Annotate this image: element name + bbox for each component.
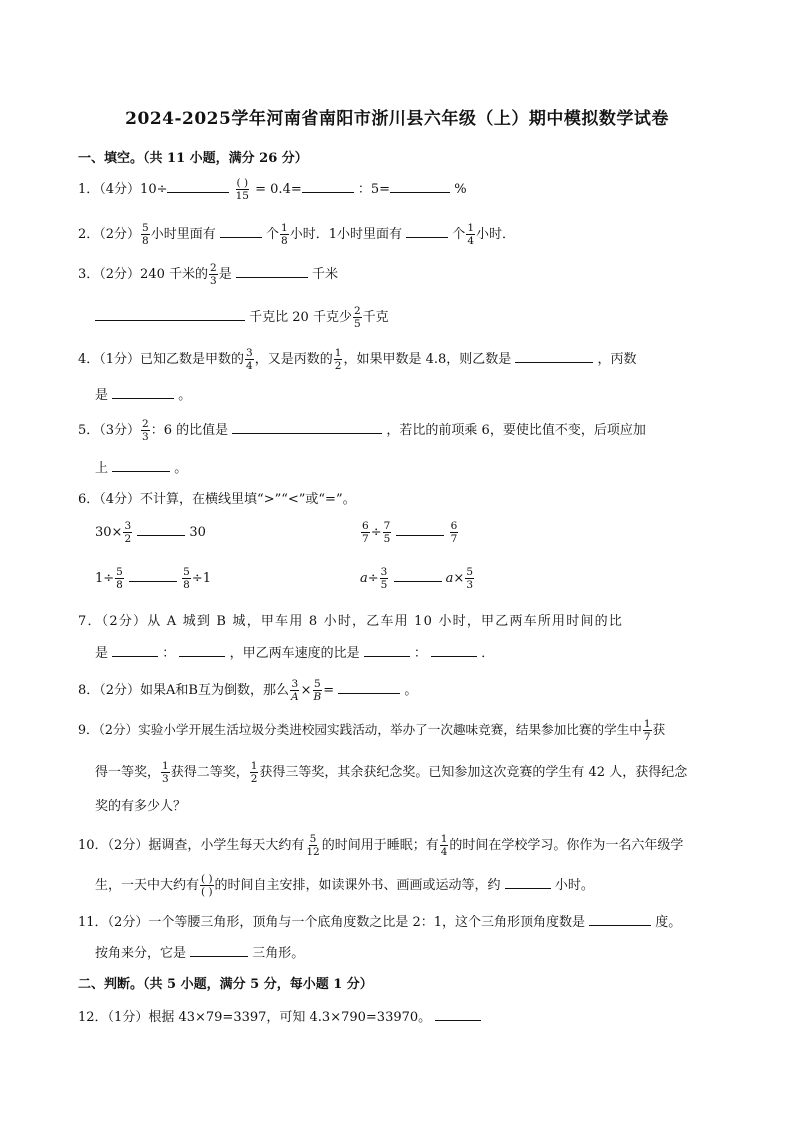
q4-f2-den: 2 <box>334 360 342 372</box>
q6b-den1: 7 <box>362 533 369 545</box>
question-5-line-1 <box>78 418 646 443</box>
q11-line1-b: 度。 <box>655 915 682 930</box>
q6c-num1: 5 <box>116 566 123 578</box>
q6b-num1: 6 <box>362 520 369 532</box>
q6-compare-a <box>95 520 206 545</box>
question-3-line-1 <box>78 262 338 287</box>
q10-line2-b: 的时间自主安排，如读课外书、画画或运动等，约 <box>214 878 501 893</box>
q5-line2-a: 上 <box>95 461 109 476</box>
q6b-fraction-1 <box>361 520 370 545</box>
question-2 <box>78 222 515 247</box>
q4-f2-num: 1 <box>334 347 342 359</box>
q10-lead: 10．（2分）据调查，小学生每天大约有 <box>78 838 305 853</box>
q8-f1-num: 3 <box>291 678 299 690</box>
q5-text-2: ，若比的前项乘 6，要使比值不变，后项应加 <box>386 423 646 438</box>
q9-f1-den: 7 <box>643 731 651 743</box>
q1-frac-num: ( ) <box>236 177 249 189</box>
q4-fraction-2 <box>334 347 343 372</box>
question-12 <box>78 1006 481 1025</box>
q1-frac-den: 15 <box>235 190 249 202</box>
q5-fraction <box>141 418 150 443</box>
q6b-fraction-3 <box>450 520 459 545</box>
q2-f3-num: 1 <box>467 222 474 234</box>
q10-fraction-2 <box>440 833 449 858</box>
question-4-line-2 <box>95 384 191 403</box>
question-8 <box>78 678 417 703</box>
q3-lead: 3．（2分）240 千米的 <box>78 267 208 282</box>
q6b-num2: 7 <box>383 520 391 532</box>
q6a-num: 3 <box>124 520 132 532</box>
q7-colon-2: ： <box>413 646 427 661</box>
q4-line2-a: 是 <box>95 388 109 403</box>
q4-blank-1[interactable] <box>515 350 593 363</box>
q8-fraction-2 <box>312 678 322 703</box>
q2-f1-den: 8 <box>142 235 149 247</box>
q3-f2-num: 2 <box>353 305 361 317</box>
q10-f3-num: ( ) <box>201 873 213 885</box>
q6d-var-a: a <box>360 571 368 586</box>
q1-mid: = 0.4= <box>255 182 302 197</box>
q6d-blank[interactable] <box>394 569 442 582</box>
q7-line2-mid: ，甲乙两车速度的比是 <box>229 646 360 661</box>
q6c-num2: 5 <box>183 566 190 578</box>
q2-text-3: 小时．1小时里面有 <box>289 227 403 242</box>
q6d-op2: × <box>453 571 465 586</box>
q4-text-2: ，如果甲数是 4.8，则乙数是 <box>343 352 512 367</box>
q2-lead: 2．（2分） <box>78 227 141 242</box>
q9-f2-den: 3 <box>162 773 169 785</box>
q5-lead: 5．（3分） <box>78 423 141 438</box>
q3-line2-end: 千克 <box>362 310 389 325</box>
q6-compare-c <box>95 566 211 591</box>
q10-line2-a: 生，一天中大约有 <box>95 878 200 893</box>
q10-f2-num: 1 <box>440 833 448 845</box>
q6d-var-a2: a <box>445 571 454 586</box>
q2-text-4: 个 <box>452 227 466 242</box>
q6-compare-d <box>360 566 475 591</box>
q6d-fraction-1 <box>380 566 389 591</box>
q12-blank[interactable] <box>435 1008 481 1021</box>
q4-text-3: ，丙数 <box>597 352 637 367</box>
q1-fraction <box>235 177 250 202</box>
q2-text-5: 小时． <box>476 227 516 242</box>
q9-line1-end: 获 <box>652 722 666 737</box>
q6c-fraction-2 <box>182 566 191 591</box>
q3-blank-1[interactable] <box>236 265 308 278</box>
q6d-den1: 5 <box>380 579 388 591</box>
q2-blank-1[interactable] <box>220 225 262 238</box>
q6c-den1: 8 <box>116 579 123 591</box>
q10-text-2: 的时间在学校学习。你作为一名六年级学 <box>449 838 684 853</box>
q10-blank[interactable] <box>505 876 551 889</box>
q7-line2-a: 是 <box>95 646 109 661</box>
q10-f2-den: 4 <box>440 846 448 858</box>
q11-line2-a: 按角来分，它是 <box>95 946 187 961</box>
q7-blank-1[interactable] <box>112 644 158 657</box>
q8-f2-num: 5 <box>314 678 321 690</box>
q8-blank[interactable] <box>338 681 400 694</box>
q4-blank-2[interactable] <box>112 386 174 399</box>
q6c-left: 1÷ <box>95 571 115 586</box>
q1-blank-2[interactable] <box>302 180 354 193</box>
q4-f1-num: 3 <box>246 347 253 359</box>
q3-f2-den: 5 <box>353 318 361 330</box>
q7-line2-end: ． <box>481 646 495 661</box>
q6c-right: ÷1 <box>191 571 211 586</box>
q4-fraction-1 <box>245 347 254 372</box>
q6d-op1: ÷ <box>367 571 379 586</box>
q2-text-1: 小时里面有 <box>150 227 216 242</box>
q10-f1-den: 12 <box>306 846 320 858</box>
q2-fraction-2 <box>280 222 289 247</box>
q2-fraction-3 <box>466 222 475 247</box>
q3-blank-2[interactable] <box>95 308 245 321</box>
q11-line1-a: 11．（2分）一个等腰三角形，顶角与一个底角度数之比是 2：1，这个三角形顶角度数是 <box>78 915 585 930</box>
q7-blank-3[interactable] <box>364 644 410 657</box>
section-fill-in-heading: 一、填空。（共 11 小题，满分 26 分） <box>78 151 308 166</box>
q6c-blank[interactable] <box>129 569 177 582</box>
section-judge-heading: 二、判断。（共 5 小题，满分 5 分，每小题 1 分） <box>78 977 373 992</box>
q10-f3-den: ( ) <box>201 886 213 898</box>
q1-blank-3[interactable] <box>390 180 450 193</box>
q6d-den2: 3 <box>466 579 473 591</box>
q6b-op: ÷ <box>370 525 382 540</box>
q1-colon: ：5= <box>357 182 391 197</box>
q5-blank-1[interactable] <box>232 421 382 434</box>
q1-blank-1[interactable] <box>167 180 229 193</box>
q9-line2-b: 获得二等奖， <box>170 765 249 780</box>
q3-mid: 是 <box>218 267 232 282</box>
question-11-line-1 <box>78 911 681 930</box>
q6b-den3: 7 <box>450 533 458 545</box>
q5-blank-2[interactable] <box>112 459 170 472</box>
q5-f-num: 2 <box>142 418 149 430</box>
question-5-line-2 <box>95 457 187 476</box>
question-10-line-2 <box>95 873 594 898</box>
q2-blank-2[interactable] <box>406 225 448 238</box>
q6-compare-b <box>360 520 459 545</box>
q9-f1-num: 1 <box>643 718 651 730</box>
q10-line2-c: 小时。 <box>554 878 594 893</box>
q9-fraction-2 <box>161 760 170 785</box>
q8-lead: 8．（2分）如果A和B互为倒数，那么 <box>78 683 289 698</box>
page-title: 2024-2025学年河南省南阳市浙川县六年级（上）期中模拟数学试卷 <box>125 109 669 129</box>
question-6-stem: 6．（4分）不计算，在横线里填“>”“<”或“=”。 <box>78 492 356 507</box>
q4-line2-b: 。 <box>178 388 192 403</box>
q2-f1-num: 5 <box>142 222 149 234</box>
q8-fraction-1 <box>290 678 300 703</box>
q10-fraction-1 <box>305 833 320 858</box>
q10-f1-num: 5 <box>309 833 317 845</box>
q2-f2-den: 8 <box>281 235 288 247</box>
q9-line1: 9．（2分）实验小学开展生活垃圾分类进校园实践活动，举办了一次趣味竞赛，结果参加比赛的学生中 <box>78 722 642 737</box>
q6a-right: 30 <box>189 525 206 540</box>
q6a-den: 2 <box>124 533 132 545</box>
q6b-fraction-2 <box>383 520 392 545</box>
question-4-line-1 <box>78 347 637 372</box>
q2-fraction-1 <box>141 222 150 247</box>
q4-text-1: ，又是丙数的 <box>254 352 333 367</box>
q9-fraction-1 <box>643 718 652 743</box>
q6a-left: 30× <box>95 525 123 540</box>
q9-f3-den: 2 <box>250 773 258 785</box>
q11-blank-2[interactable] <box>190 944 248 957</box>
q6d-fraction-2 <box>465 566 474 591</box>
question-3-line-2 <box>95 305 389 330</box>
q6b-den2: 5 <box>383 533 391 545</box>
q3-fraction-1 <box>209 262 218 287</box>
q9-f3-num: 1 <box>250 760 258 772</box>
q11-blank-1[interactable] <box>589 913 651 926</box>
q8-f2-den: B <box>313 691 322 703</box>
q8-op: × <box>300 683 312 698</box>
q3-f1-num: 2 <box>210 262 217 274</box>
q6c-fraction-1 <box>115 566 124 591</box>
q8-end: 。 <box>404 683 418 698</box>
q3-end: 千米 <box>311 267 338 282</box>
q6d-num1: 3 <box>380 566 388 578</box>
question-1 <box>78 177 467 202</box>
question-9-line-1 <box>78 718 665 743</box>
q6a-blank[interactable] <box>137 523 185 536</box>
question-7-line-1: 7．（2分）从 A 城到 B 城，甲车用 8 小时，乙车用 10 小时，甲乙两车所用时间的比 <box>78 614 624 629</box>
q1-lead: 1．（4分）10÷ <box>78 182 168 197</box>
question-9-line-2 <box>95 760 687 785</box>
q9-line2-c: 获得三等奖，其余获纪念奖。已知参加这次竞赛的学生有 42 人，获得纪念 <box>259 765 688 780</box>
q9-fraction-3 <box>250 760 259 785</box>
q2-f3-den: 4 <box>467 235 474 247</box>
q6b-num3: 6 <box>450 520 458 532</box>
q5-line2-b: 。 <box>174 461 188 476</box>
q3-line2-mid: 千克比 20 千克少 <box>249 310 352 325</box>
q9-f2-num: 1 <box>162 760 169 772</box>
q7-blank-4[interactable] <box>431 644 477 657</box>
q9-line2-a: 得一等奖， <box>95 765 161 780</box>
q11-line2-b: 三角形。 <box>252 946 305 961</box>
q7-colon-1: ： <box>162 646 176 661</box>
q3-f1-den: 3 <box>210 275 217 287</box>
question-11-line-2 <box>95 942 304 961</box>
q1-percent: % <box>454 182 467 197</box>
question-7-line-2 <box>95 642 494 661</box>
q6c-den2: 8 <box>183 579 190 591</box>
q2-f2-num: 1 <box>281 222 288 234</box>
q10-fraction-3 <box>200 873 214 898</box>
q3-fraction-2 <box>353 305 362 330</box>
q4-f1-den: 4 <box>246 360 253 372</box>
q6b-blank[interactable] <box>396 523 444 536</box>
q6a-fraction <box>123 520 132 545</box>
q2-text-2: 个 <box>266 227 280 242</box>
q4-lead: 4．（1分）已知乙数是甲数的 <box>78 352 245 367</box>
q7-blank-2[interactable] <box>179 644 225 657</box>
q12-text: 12．（1分）根据 43×79=3397，可知 4.3×790=33970。 <box>78 1010 432 1025</box>
q10-text-1: 的时间用于睡眠；有 <box>321 838 439 853</box>
q8-eq: = <box>323 683 335 698</box>
q5-text-1: ：6 的比值是 <box>150 423 229 438</box>
q8-f1-den: A <box>290 691 299 703</box>
question-10-line-1 <box>78 833 683 858</box>
q5-f-den: 3 <box>142 431 149 443</box>
q6d-num2: 5 <box>466 566 473 578</box>
question-9-line-3: 奖的有多少人？ <box>95 799 187 814</box>
